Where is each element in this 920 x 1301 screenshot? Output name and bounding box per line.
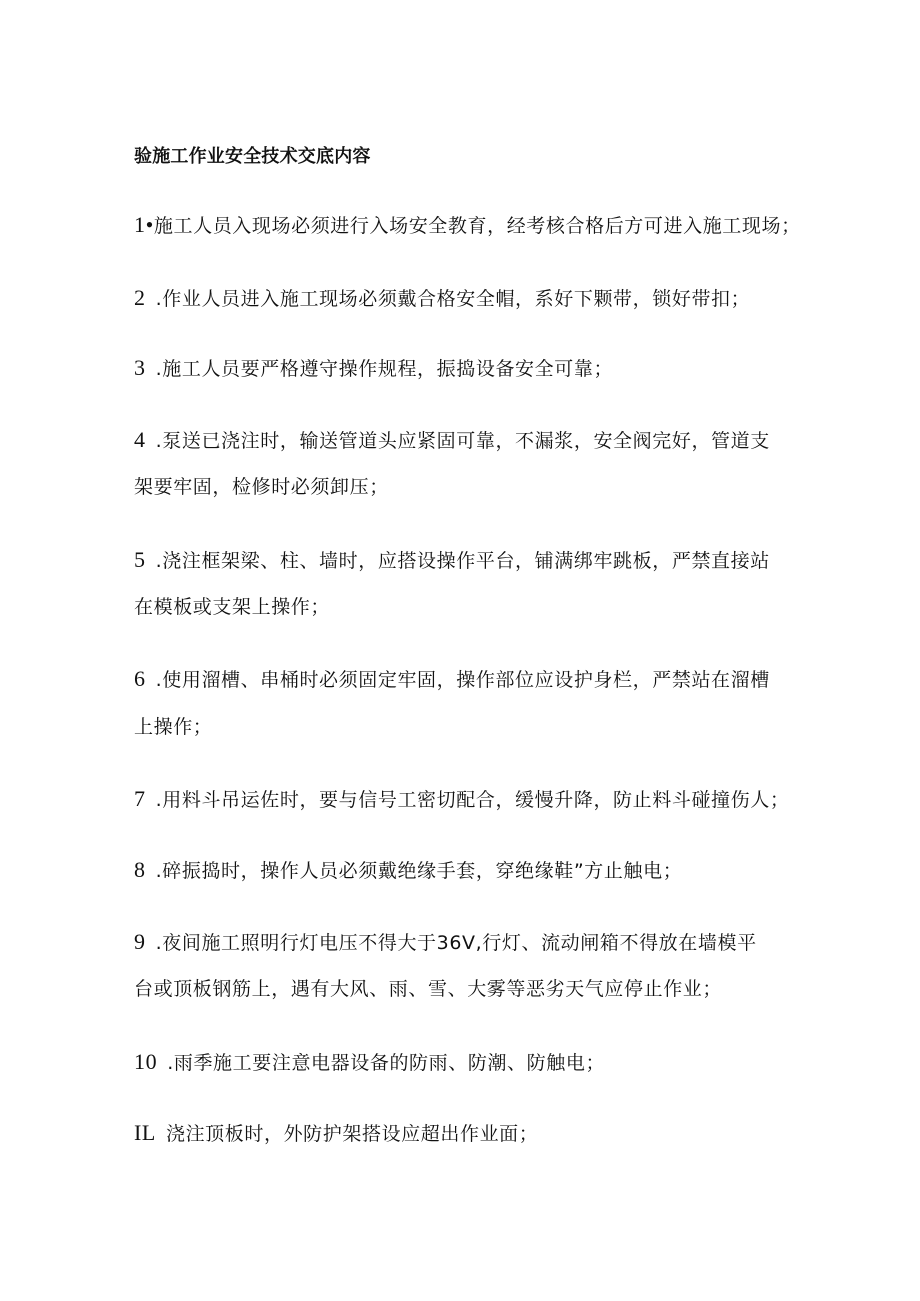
item-number: 10 — [134, 1049, 158, 1074]
item-number: 1• — [134, 212, 154, 237]
item-text: 浇注顶板时，外防护架搭设应超出作业面； — [165, 1123, 539, 1145]
item-9 — [134, 930, 757, 955]
item-text: .碎振捣时，操作人员必须戴绝缘手套，穿绝缘鞋”方止触电； — [155, 860, 683, 882]
item-3 — [134, 356, 613, 381]
item-9-continuation: 台或顶板钢筋上，遇有大风、雨、雪、大雾等恶劣天气应停止作业； — [134, 978, 723, 1000]
item-text: .雨季施工要注意电器设备的防雨、防潮、防触电； — [167, 1052, 606, 1074]
item-text: .使用溜槽、串桶时必须固定牢固，操作部位应设护身栏，严禁站在溜槽 — [155, 669, 770, 691]
item-text: .用料斗吊运佐时，要与信号工密切配合，缓慢升降，防止料斗碰撞伤人； — [155, 789, 790, 811]
item-text: .泵送已浇注时，输送管道头应紧固可靠，不漏浆，安全阀完好，管道支 — [155, 430, 770, 452]
item-text: .浇注框架梁、柱、墙时，应搭设操作平台，铺满绑牢跳板，严禁直接站 — [155, 550, 770, 572]
item-text: 施工人员入现场必须进行入场安全教育，经考核合格后方可进入施工现场； — [153, 215, 801, 237]
item-number: 6 — [134, 666, 146, 691]
item-7 — [134, 787, 789, 812]
item-6-continuation: 上操作； — [134, 716, 213, 738]
item-2 — [134, 286, 750, 311]
item-1 — [134, 213, 801, 238]
item-number: 2 — [134, 285, 146, 310]
item-number: 8 — [134, 857, 146, 882]
item-number: 5 — [134, 547, 146, 572]
item-number: 7 — [134, 786, 146, 811]
item-number: 9 — [134, 929, 146, 954]
item-number: 3 — [134, 355, 146, 380]
item-8 — [134, 858, 682, 883]
item-5 — [134, 548, 770, 573]
item-text: .作业人员进入施工现场必须戴合格安全帽，系好下颗带，锁好带扣； — [155, 288, 751, 310]
item-text: .夜间施工照明行灯电压不得大于36V,行灯、流动闸箱不得放在墙模平 — [155, 932, 757, 954]
item-6 — [134, 667, 770, 692]
item-11 — [134, 1121, 538, 1146]
document-title: 验施工作业安全技术交底内容 — [134, 146, 371, 167]
item-number: 4 — [134, 427, 146, 452]
item-4-continuation: 架要牢固，检修时必须卸压； — [134, 476, 389, 498]
item-text: .施工人员要严格遵守操作规程，振捣设备安全可靠； — [155, 358, 614, 380]
item-4 — [134, 428, 770, 453]
item-number: IL — [134, 1120, 156, 1145]
item-10 — [134, 1050, 605, 1075]
item-5-continuation: 在模板或支架上操作； — [134, 596, 331, 618]
